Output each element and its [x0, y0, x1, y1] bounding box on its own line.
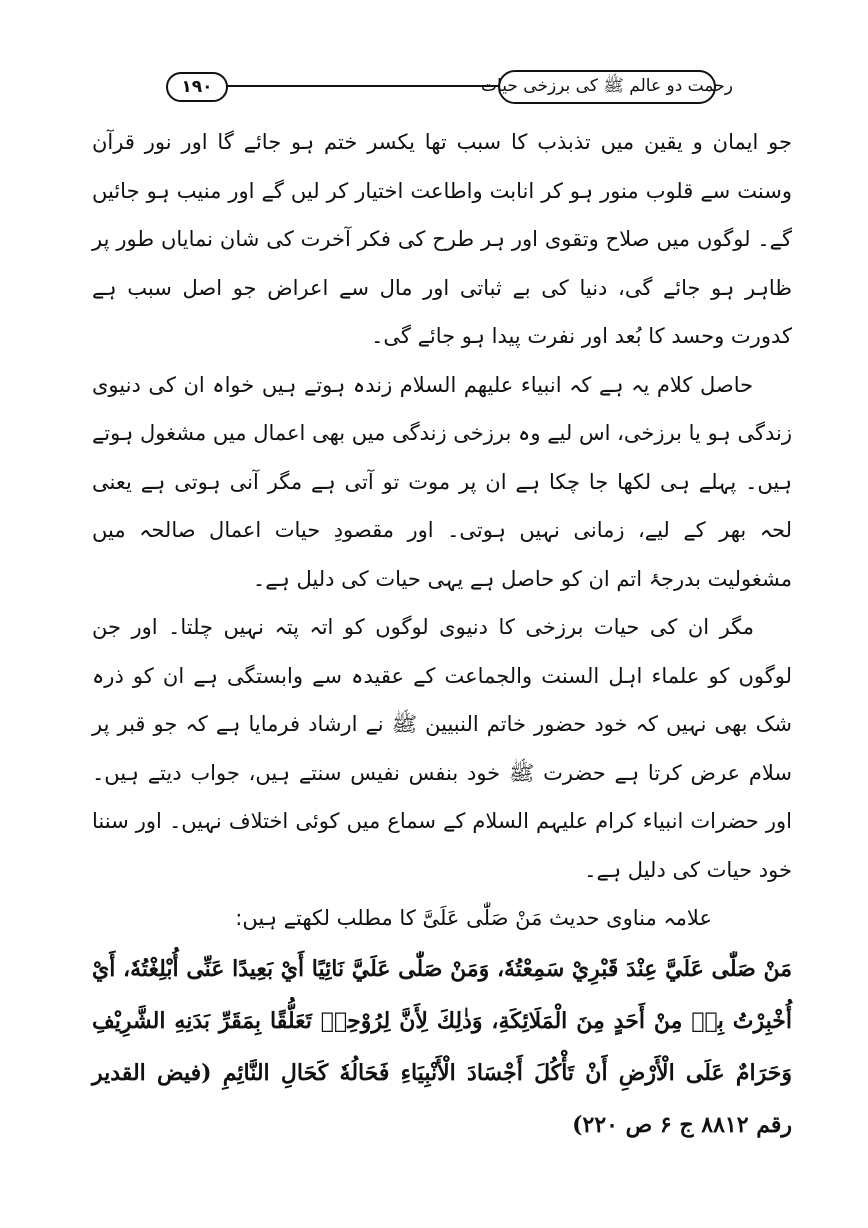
quote-intro: علامہ مناوی حدیث مَنْ صَلّٰی عَلَیَّ کا مطلب لکھتے ہیں:	[235, 906, 712, 930]
header-rule	[224, 85, 500, 87]
running-title: رحمت دو عالم ﷺ کی برزخی حیات	[498, 70, 716, 104]
text-line: زندگی ہو یا برزخی، اس لیے وہ برزخی زندگی میں بھی اعمال میں مشغول ہوتے	[92, 421, 792, 445]
text-line: ہے۔	[584, 857, 622, 882]
page-body	[92, 118, 792, 1151]
arabic-line: كَحَالِ النَّائِمِ (فیض القدیر رقم ۸۸۱۲ ج ۶ ص ۲۲۰)	[92, 1059, 792, 1138]
text-line: لوگوں میں صلاح وتقوی اور ہر طرح کی فکر آخرت کی شان نمایاں طور پر ظاہر ہو	[92, 227, 792, 300]
arabic-quotation	[92, 943, 792, 1151]
text-line: جو ایمان و یقین میں تذبذب کا سبب تھا یکسر ختم ہو جائے گا اور نور قرآن وسنت	[92, 130, 792, 203]
paragraph	[92, 361, 792, 604]
arabic-line: أُبْلِغْتُهٗ، أَيْ أُخْبِرْتُ بِهٖ مِنْ أَحَدٍ مِنَ الْمَلَائِكَةِ، وَذٰلِكَ لِأَنَّ لِرُوْحِهٖ تَعَلُّقًا	[92, 955, 792, 1034]
text-line: سے قلوب منور ہو کر انابت واطاعت اختیار کر لیں گے اور منیب ہو جائیں گے۔	[92, 178, 792, 251]
page-header	[158, 66, 733, 108]
text-line: ہیں۔ پہلے ہی لکھا جا چکا ہے ان پر موت تو آتی ہے مگر آنی ہوتی ہے یعنی لحہ بھر کے	[92, 469, 792, 542]
text-line: مگر ان کی حیات برزخی کا دنیوی لوگوں کو اتہ پتہ نہیں چلتا۔ اور جن لوگوں کو	[92, 615, 793, 688]
text-line: خود حضور خاتم النبیین ﷺ نے ارشاد فرمایا ہے کہ جو قبر پر سلام عرض کرتا ہے	[92, 712, 792, 785]
paragraph	[92, 118, 792, 361]
page-number: ١٩٠	[166, 72, 228, 102]
text-line: لیے، زمانی نہیں ہوتی۔ اور مقصودِ حیات اعمال صالحہ میں مشغولیت بدرجۂ اتم ان	[92, 518, 792, 591]
text-line: علماء اہل السنت والجماعت کے عقیدہ سے وابستگی ہے ان کو ذرہ شک بھی نہیں کہ	[92, 663, 792, 736]
text-line: کو حاصل ہے یہی حیات کی دلیل ہے۔	[252, 566, 582, 591]
text-line: جائے گی، دنیا کی بے ثباتی اور مال سے اعراض جو اصل سبب ہے کدورت وحسد	[92, 275, 792, 348]
arabic-line: مَنْ صَلّٰی عَلَيَّ عِنْدَ قَبْرِيْ سَمِعْتُهٗ، وَمَنْ صَلّٰی عَلَيَّ نَائِيًا أَيْ بَعِيدًا عَنِّی	[178, 955, 792, 982]
paragraph	[92, 603, 792, 894]
text-line: حضرت ﷺ خود بنفس نفیس سنتے ہیں، جواب دیتے ہیں۔ اور حضرات انبیاء	[92, 760, 792, 833]
arabic-line: بِمَقَرِّ بَدَنِهِ الشَّرِيْفِ وَحَرَامٌ عَلَى الْأَرْضِ أَنْ تَأْكُلَ أَجْسَادَ الْأَنْبِيَاءِ فَحَالُهٗ	[92, 1007, 792, 1086]
text-line: کا بُعد اور نفرت پیدا ہو جائے گی۔	[371, 324, 665, 348]
text-line: حاصل کلام یہ ہے کہ انبیاء علیھم السلام زندہ ہوتے ہیں خواہ ان کی دنیوی	[92, 372, 754, 397]
text-line: کرام علیہم السلام کے سماع میں کوئی اختلاف نہیں۔ اور سننا خود حیات کی دلیل	[92, 809, 792, 882]
